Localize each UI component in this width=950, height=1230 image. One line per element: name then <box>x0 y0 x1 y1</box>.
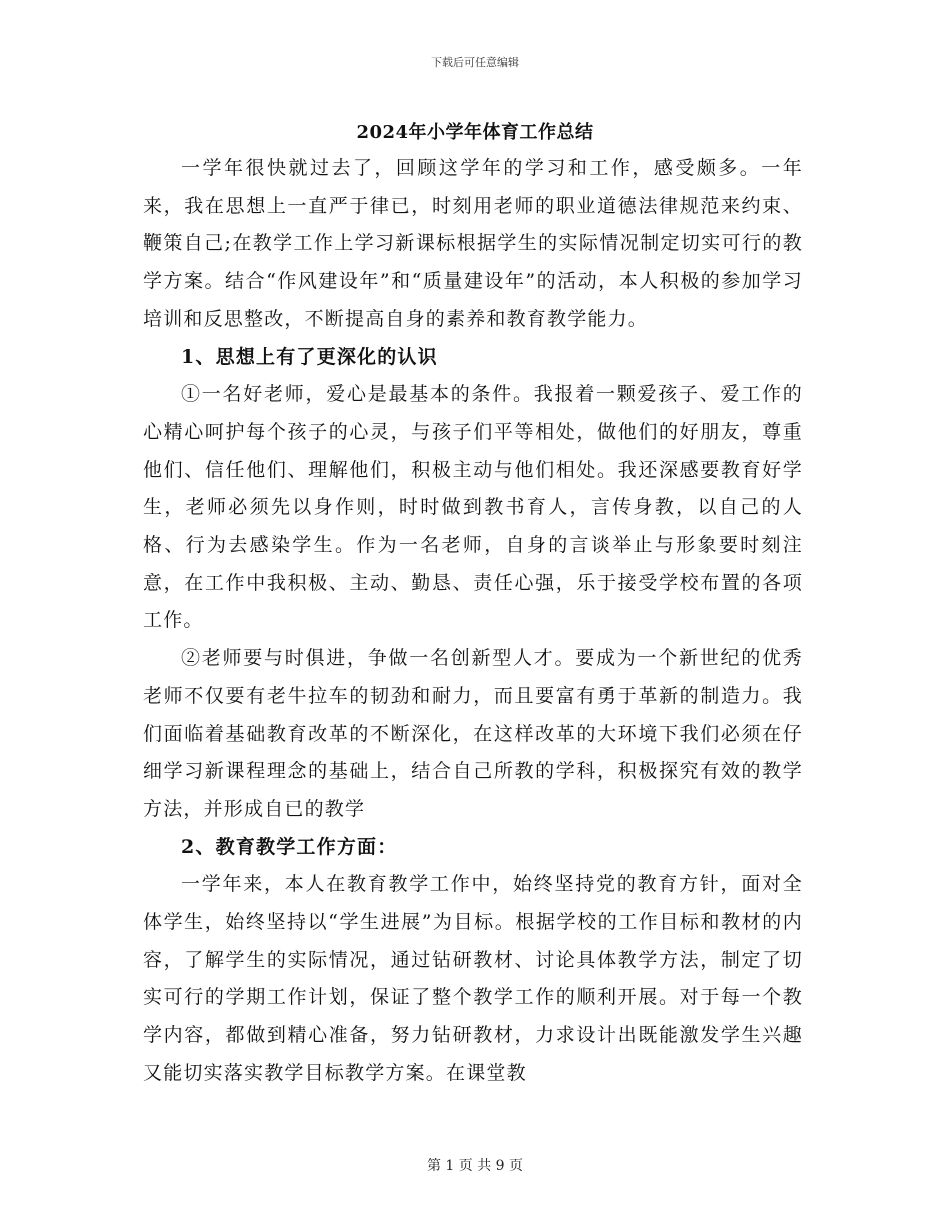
section-1-heading: 1、思想上有了更深化的认识 <box>181 345 438 368</box>
page-header-note: 下载后可任意编辑 <box>431 56 519 69</box>
section-1-paragraph-1: ①一名好老师，爱心是最基本的条件。我报着一颗爱孩子、爱工作的心精心呵护每个孩子的心灵，与孩子们平等相处，做他们的好朋友，尊重他们、信任他们、理解他们，积极主动与他们相处。我还深感要教育好学生，老师必须先以身作则，时时做到教书育人，言传身教，以自己的人格、行为去感染学生。作为一名老师，自身的言谈举止与形象要时刻注意，在工作中我积极、主动、勤恳、责任心强，乐于接受学校布置的各项工作。 <box>143 383 803 632</box>
section-2-heading: 2、教育教学工作方面： <box>181 835 398 858</box>
section-2-paragraph-1: 一学年来，本人在教育教学工作中，始终坚持党的教育方针，面对全体学生，始终坚持以“学生进展”为目标。根据学校的工作目标和教材的内容，了解学生的实际情况，通过钻研教材、讨论具体教学方法，制定了切实可行的学期工作计划，保证了整个教学工作的顺利开展。对于每一个教学内容，都做到精心准备，努力钻研教材，力求设计出既能激发学生兴趣又能切实落实教学目标教学方案。在课堂教 <box>143 873 803 1084</box>
page-number-footer: 第 1 页 共 9 页 <box>426 1158 524 1174</box>
document-title: 2024年小学年体育工作总结 <box>356 122 594 143</box>
section-1-paragraph-2: ②老师要与时俱进，争做一名创新型人才。要成为一个新世纪的优秀老师不仅要有老牛拉车的韧劲和耐力，而且要富有勇于革新的制造力。我们面临着基础教育改革的不断深化，在这样改革的大环境下我们必须在仔细学习新课程理念的基础上，结合自己所教的学科，积极探究有效的教学方法，并形成自已的教学 <box>143 647 803 820</box>
intro-paragraph: 一学年很快就过去了，回顾这学年的学习和工作，感受颇多。一年来，我在思想上一直严于律已，时刻用老师的职业道德法律规范来约束、鞭策自己;在教学工作上学习新课标根据学生的实际情况制定切实可行的教学方案。结合“作风建设年”和“质量建设年”的活动，本人积极的参加学习培训和反思整改，不断提高自身的素养和教育教学能力。 <box>143 157 803 330</box>
document-body <box>143 150 803 1093</box>
